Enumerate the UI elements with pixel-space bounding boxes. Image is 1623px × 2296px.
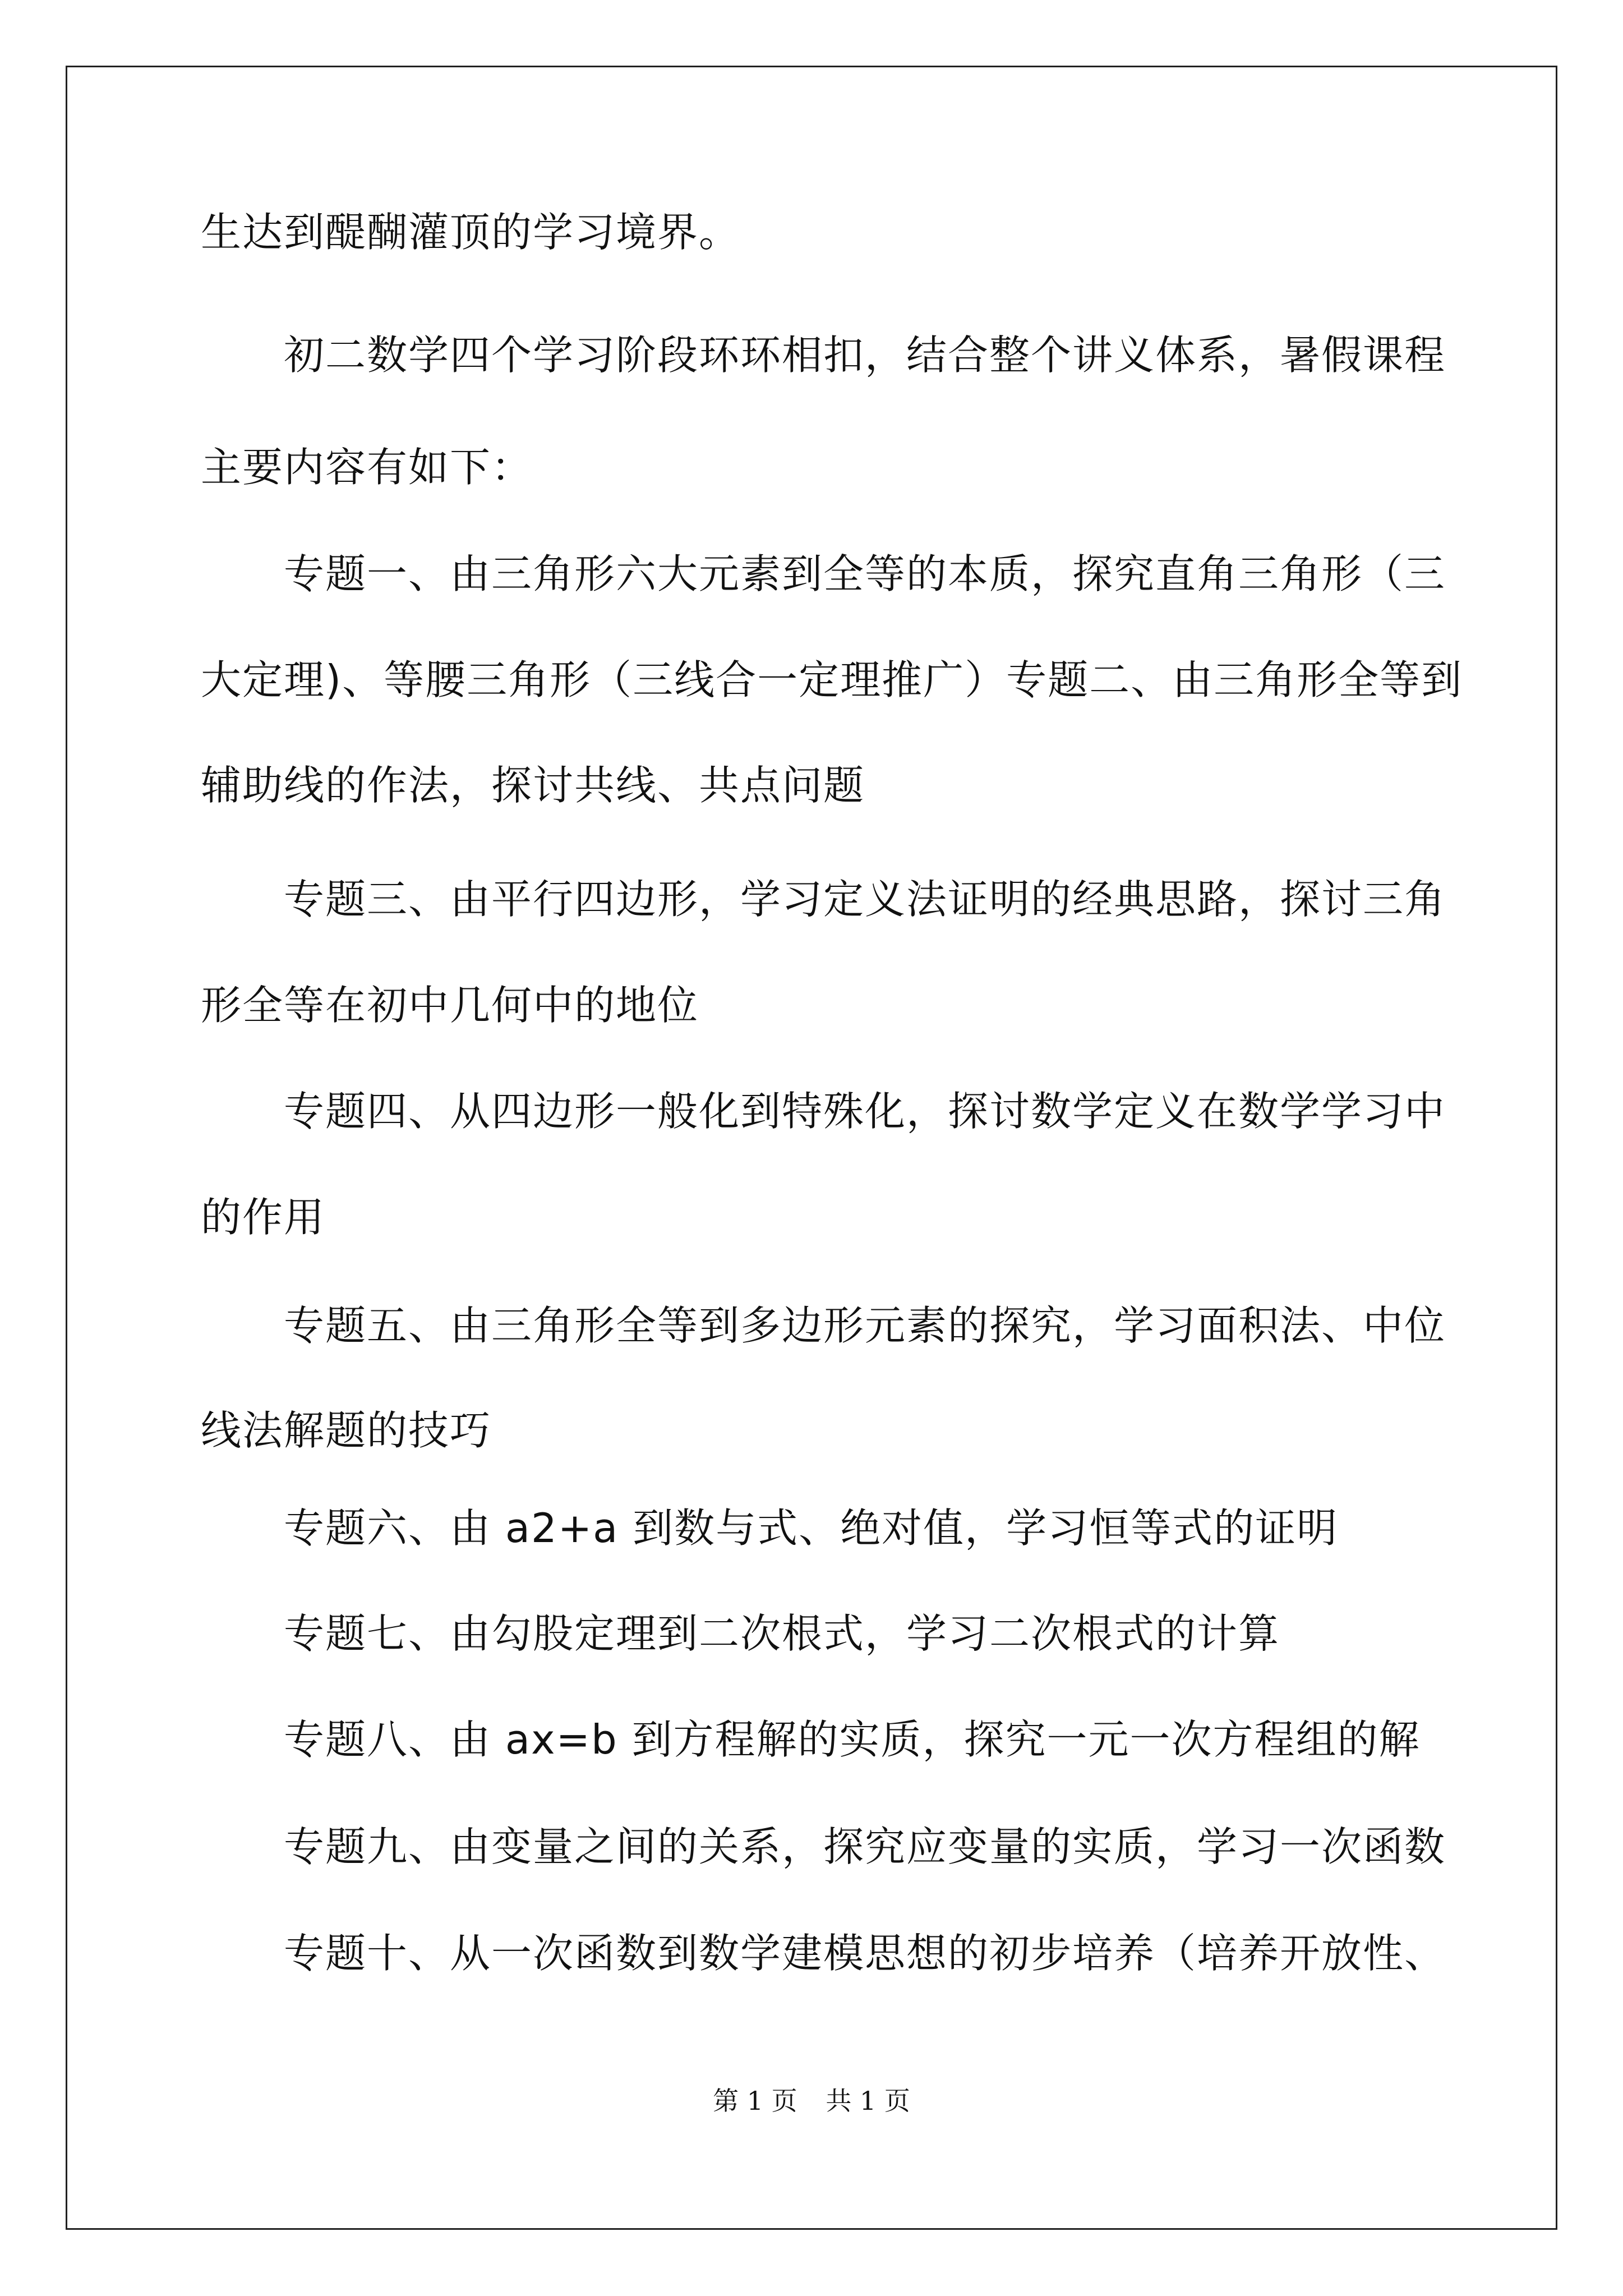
- text-line: 专题七、由勾股定理到二次根式，学习二次根式的计算: [284, 1610, 1280, 1657]
- text-line: 专题六、由 a2+a 到数与式、绝对值，学习恒等式的证明: [284, 1504, 1339, 1552]
- page-total: 共 1 页: [826, 2086, 910, 2116]
- text-line: 大定理)、等腰三角形（三线合一定理推广）专题二、由三角形全等到: [201, 656, 1463, 703]
- text-line: 主要内容有如下：: [201, 444, 533, 491]
- text-line: 专题十、从一次函数到数学建模思想的初步培养（培养开放性、: [284, 1930, 1446, 1977]
- page-footer: [0, 2088, 1623, 2114]
- text-line: 专题一、由三角形六大元素到全等的本质，探究直角三角形（三: [284, 550, 1446, 597]
- page-number: 第 1 页: [713, 2086, 797, 2116]
- text-line: 专题九、由变量之间的关系，探究应变量的实质，学习一次函数: [284, 1823, 1446, 1870]
- text-line: 辅助线的作法，探讨共线、共点问题: [201, 762, 865, 809]
- page-border: [66, 66, 1557, 2230]
- text-line: 形全等在初中几何中的地位: [201, 982, 699, 1029]
- text-line: 线法解题的技巧: [201, 1407, 492, 1454]
- text-line: 专题三、由平行四边形，学习定义法证明的经典思路，探讨三角: [284, 876, 1446, 923]
- text-line: 专题四、从四边形一般化到特殊化，探讨数学定义在数学学习中: [284, 1088, 1446, 1135]
- text-line: 专题五、由三角形全等到多边形元素的探究，学习面积法、中位: [284, 1302, 1446, 1349]
- text-line: 初二数学四个学习阶段环环相扣，结合整个讲义体系，暑假课程: [284, 332, 1446, 379]
- text-line: 专题八、由 ax=b 到方程解的实质，探究一元一次方程组的解: [284, 1716, 1421, 1763]
- text-line: 生达到醍醐灌顶的学习境界。: [201, 209, 741, 256]
- text-line: 的作用: [201, 1194, 326, 1241]
